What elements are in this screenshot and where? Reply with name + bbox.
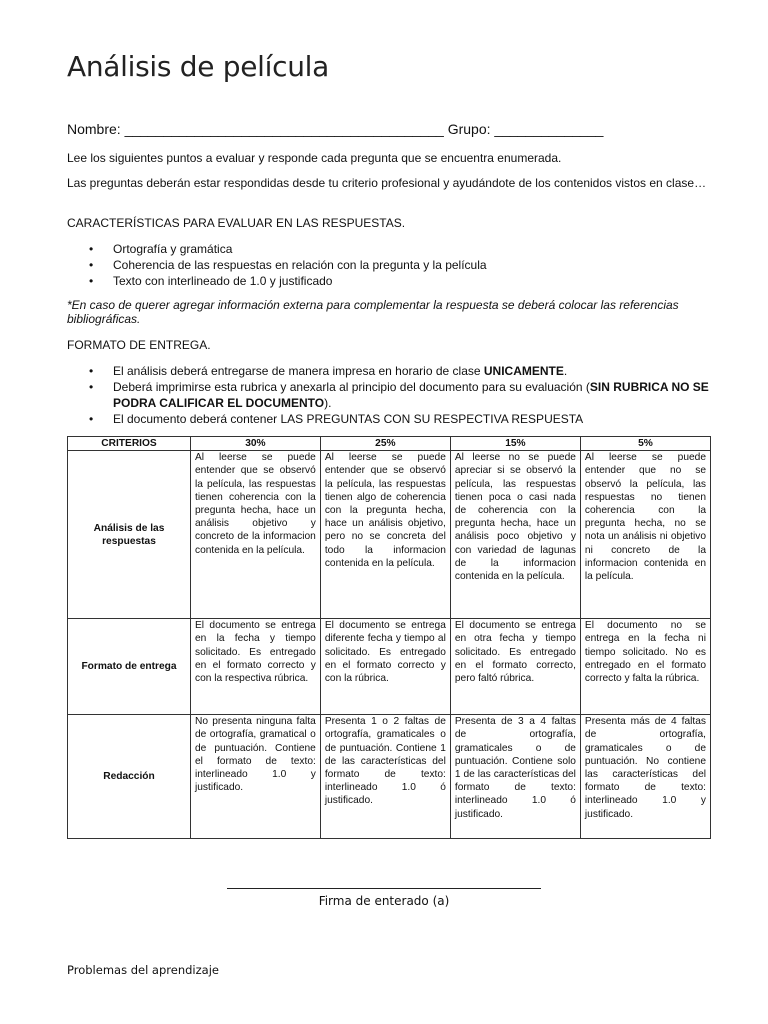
table-cell: Al leerse se puede entender que no se observó la película, las respuestas no tienen coherencia con la pregunta hecha, no se nota un análisis ni objetivo ni concreto de la informacion contenida en la película.: [580, 451, 710, 619]
nombre-blank: _________________________________________: [124, 121, 444, 137]
table-cell: Presenta de 3 a 4 faltas de ortografía, gramaticales o de puntuación. Contiene solo 1 de las características del formato de texto: interlineado 1.0 ó justificado.: [450, 715, 580, 839]
signature-line: [227, 888, 541, 889]
signature-label: Firma de enterado (a): [318, 894, 450, 908]
table-cell: Al leerse se puede entender que se observó la película, las respuestas tienen algo de coherencia con la pregunta hecha, hace un análisis objetivo, pero no se concreta del todo la informacion contenida en la película.: [320, 451, 450, 619]
rubric-table: [67, 436, 711, 839]
table-row: [68, 715, 711, 839]
column-header: CRITERIOS: [68, 437, 191, 451]
page-title: Análisis de película: [67, 50, 330, 83]
table-cell: El documento se entrega diferente fecha y tiempo al solicitado. Es entregado en el formato correcto y con la rúbrica.: [320, 619, 450, 715]
criterio-cell: Análisis de las respuestas: [68, 451, 191, 619]
list-item: • Coherencia de las respuestas en relación con la pregunta y la película: [67, 257, 717, 273]
caracteristicas-list: [67, 241, 717, 289]
column-header: 5%: [580, 437, 710, 451]
table-cell: El documento se entrega en la fecha y tiempo solicitado. Es entregado en el formato correcto y con la respectiva rúbrica.: [191, 619, 321, 715]
table-row: [68, 619, 711, 715]
footer-text: Problemas del aprendizaje: [67, 963, 219, 977]
external-info-note: *En caso de querer agregar información externa para complementar la respuesta se deberá colocar las referencias bibliográficas.: [67, 298, 679, 326]
formato-list: [67, 363, 717, 427]
table-cell: Presenta 1 o 2 faltas de ortografía, gramaticales o de puntuación. Contiene 1 de las características del formato de texto: interlineado 1.0 ó justificado.: [320, 715, 450, 839]
list-item: • Deberá imprimirse esta rubrica y anexarla al principio del documento para su evaluación (SIN RUBRICA NO SE PODRA CALIFICAR EL DOCUMENTO).: [67, 379, 717, 411]
table-cell: El documento se entrega en otra fecha y tiempo solicitado. Es entregado en el formato correcto, pero faltó rúbrica.: [450, 619, 580, 715]
table-cell: Al leerse se puede entender que se observó la película, las respuestas tienen coherencia con la pregunta hecha, hace un análisis objetivo y concreto de la informacion contenida en la película.: [191, 451, 321, 619]
list-item: • Ortografía y gramática: [67, 241, 717, 257]
table-cell: Al leerse no se puede apreciar si se observó la película, las respuestas tienen poca o casi nada de coherencia con la pregunta hecha, hace un análisis poco objetivo y con variedad de lagunas de la informacion contenida en la película.: [450, 451, 580, 619]
caracteristicas-heading: CARACTERÍSTICAS PARA EVALUAR EN LAS RESPUESTAS.: [67, 216, 406, 230]
nombre-label: Nombre:: [67, 121, 121, 137]
column-header: 25%: [320, 437, 450, 451]
formato-heading: FORMATO DE ENTREGA.: [67, 338, 211, 352]
list-item: • El análisis deberá entregarse de manera impresa en horario de clase UNICAMENTE.: [67, 363, 717, 379]
emphasis-text: UNICAMENTE: [483, 364, 564, 378]
table-cell: El documento no se entrega en la fecha ni tiempo solicitado. No es entregado en el formato correcto y falta la rúbrica.: [580, 619, 710, 715]
list-item: • Texto con interlineado de 1.0 y justificado: [67, 273, 717, 289]
grupo-label: Grupo:: [447, 121, 491, 137]
table-header-row: [68, 437, 711, 451]
intro-text: Lee los siguientes puntos a evaluar y responde cada pregunta que se encuentra enumerada.: [67, 151, 562, 165]
table-cell: Presenta más de 4 faltas de ortografía, gramaticales o de puntuación. No contiene las características del formato de texto: interlineado 1.0 y justificado.: [580, 715, 710, 839]
column-header: 15%: [450, 437, 580, 451]
column-header: 30%: [191, 437, 321, 451]
emphasis-text: SIN RUBRICA NO SE PODRA CALIFICAR EL DOCUMENTO: [113, 380, 709, 410]
grupo-blank: ______________: [494, 121, 604, 137]
name-group-line: [67, 121, 603, 137]
criterio-note: Las preguntas deberán estar respondidas desde tu criterio profesional y ayudándote de los contenidos vistos en clase…: [67, 176, 707, 190]
criterio-cell: Formato de entrega: [68, 619, 191, 715]
criterio-cell: Redacción: [68, 715, 191, 839]
table-cell: No presenta ninguna falta de ortografía, gramatical o de puntuación. Contiene el formato de texto: interlineado 1.0 y justificado.: [191, 715, 321, 839]
table-row: [68, 451, 711, 619]
list-item: • El documento deberá contener LAS PREGUNTAS CON SU RESPECTIVA RESPUESTA: [67, 411, 717, 427]
